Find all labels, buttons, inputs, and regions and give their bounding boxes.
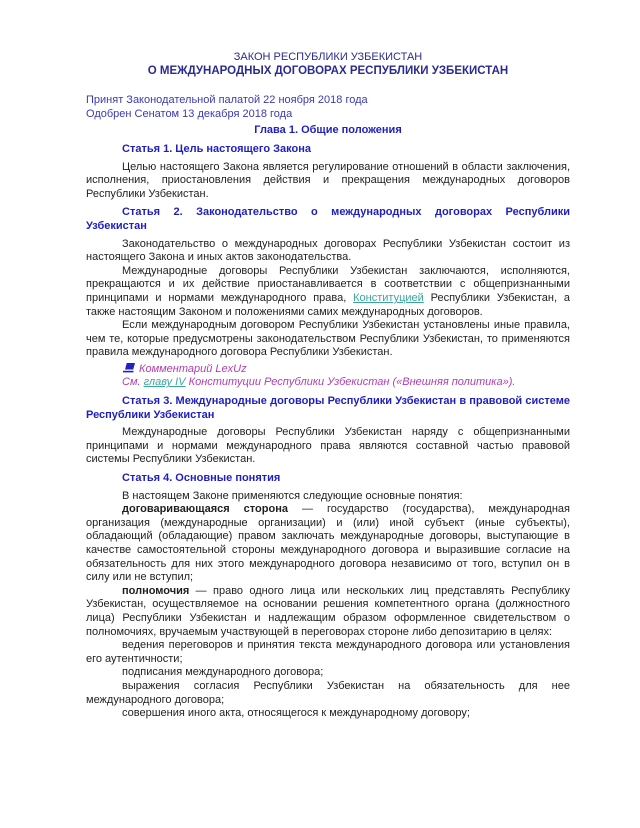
text-segment: подписания международного договора;	[122, 666, 324, 679]
article-3-text	[86, 426, 570, 467]
text-segment: совершения иного акта, относящегося к международному договору;	[122, 707, 470, 720]
text-segment: Целью настоящего Закона является регулирование отношений в области заключения, исполнения, приостановления действия и прекращения международных договоров Республики Узбекистан.	[86, 160, 570, 200]
text-segment: договаривающаяся сторона	[122, 503, 288, 516]
article-2-text-3	[86, 319, 570, 360]
text-segment: Статья 3. Международные договоры Республики Узбекистан в правовой системе Республики Узбекистан	[86, 395, 570, 421]
text-segment: Статья 4. Основные понятия	[122, 472, 281, 485]
text-segment: — государство (государства), международная организация (международные организации) и (или) иной субъект (иные субъекты), обладающий (обладающие) правом заключать международные договоры, выступающие в качестве самостоятельной стороны международного договора и выразившие согласие на обязательность для них этого международного договора независимо от того, вступил он в силу или не вступил;	[86, 503, 570, 584]
definition-contracting-party	[86, 503, 570, 585]
lexuz-comment-reference	[86, 376, 570, 390]
powers-item-3	[86, 680, 570, 707]
powers-item-1	[86, 639, 570, 666]
text-segment: полномочия	[122, 584, 190, 597]
inline-link[interactable]: Конституцией	[353, 291, 424, 304]
inline-link[interactable]: главу IV	[143, 376, 186, 389]
text-segment: Международные договоры Республики Узбекистан заключаются, исполняются, прекращаются и их действие приостанавливается в соответствии с общепризнанными принципами и нормами международного права,	[86, 264, 570, 304]
text-segment: В настоящем Законе применяются следующие основные понятия:	[122, 489, 463, 502]
text-segment: Комментарий LexUz	[139, 362, 247, 375]
powers-item-4	[86, 707, 570, 721]
text-segment: Конституции Республики Узбекистан («Внешняя политика»).	[185, 376, 516, 389]
document-body	[86, 143, 570, 721]
text-segment: См.	[122, 376, 144, 389]
powers-item-2	[86, 666, 570, 680]
approved-line: Одобрен Сенатом 13 декабря 2018 года	[86, 107, 293, 120]
text-segment: Международные договоры Республики Узбекистан наряду с общепризнанными принципами и нормами международного права являются составной частью правовой системы Республики Узбекистан.	[86, 426, 570, 466]
article-1-heading	[86, 143, 570, 157]
article-1-text	[86, 161, 570, 202]
lexuz-comment-label	[86, 362, 570, 377]
text-segment: Статья 2. Законодательство о международных договорах Республики Узбекистан	[86, 206, 570, 232]
article-2-text-1	[86, 238, 570, 265]
text-segment: Статья 1. Цель настоящего Закона	[122, 142, 311, 155]
text-segment: — право одного лица или нескольких лиц представлять Республику Узбекистан, осуществляемое на основании решения компетентного органа (должностного лица) Республики Узбекистан и надлежащим образом оформленное свидетельством о полномочиях, вручаемым участвующей в переговорах стороне либо депозитарию в целях:	[86, 584, 570, 638]
article-4-intro	[86, 490, 570, 504]
text-segment: ведения переговоров и принятия текста международного договора или установления его аутентичности;	[86, 639, 570, 665]
law-subtitle: О МЕЖДУНАРОДНЫХ ДОГОВОРАХ РЕСПУБЛИКИ УЗБЕКИСТАН	[147, 64, 509, 77]
text-segment: Республики Узбекистан, а также настоящим Законом и положениями самих международных договоров.	[86, 291, 570, 318]
article-2-heading	[86, 206, 570, 233]
lexuz-flag-icon	[122, 362, 136, 373]
text-segment: выражения согласия Республики Узбекистан на обязательность для нее международного договора;	[86, 679, 570, 706]
definition-powers	[86, 585, 570, 639]
article-3-heading	[86, 395, 570, 422]
text-segment: Законодательство о международных договорах Республики Узбекистан состоит из настоящего Закона и иных актов законодательства.	[86, 237, 570, 264]
article-4-heading	[86, 472, 570, 486]
article-2-text-2	[86, 265, 570, 319]
adopted-line: Принят Законодательной палатой 22 ноября 2018 года	[86, 94, 368, 107]
law-title: ЗАКОН РЕСПУБЛИКИ УЗБЕКИСТАН	[233, 51, 423, 63]
chapter-heading: Глава 1. Общие положения	[254, 124, 402, 137]
text-segment: Если международным договором Республики Узбекистан установлены иные правила, чем те, которые предусмотрены законодательством Республики Узбекистан, то применяются правила международного договора Республики Узбекистан.	[86, 319, 570, 359]
